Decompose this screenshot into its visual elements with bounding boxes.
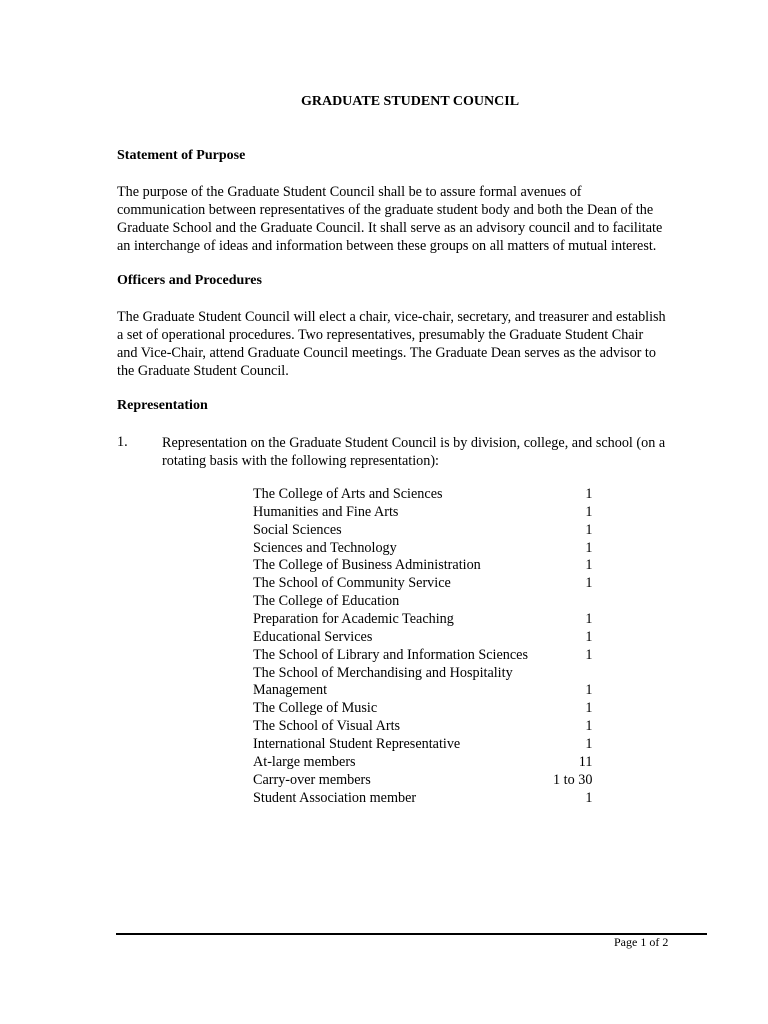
- table-row: [253, 700, 592, 718]
- row-name: Social Sciences: [253, 521, 342, 538]
- table-row: [253, 557, 592, 575]
- purpose-heading: Statement of Purpose: [117, 148, 246, 163]
- row-name: Management: [253, 682, 328, 699]
- purpose-line: communication between representatives of the graduate student body and both the Dean of the: [117, 202, 654, 218]
- representation-table: [253, 486, 592, 807]
- list-item-line: rotating basis with the following representation):: [162, 453, 439, 469]
- table-row: [253, 736, 592, 754]
- officers-line: The Graduate Student Council will elect a chair, vice-chair, secretary, and treasurer and establish: [117, 309, 666, 325]
- table-row: [253, 790, 592, 808]
- row-count: 1: [585, 575, 593, 592]
- table-row: [253, 665, 592, 683]
- purpose-line: The purpose of the Graduate Student Council shall be to assure formal avenues of: [117, 184, 582, 200]
- page-number: Page 1 of 2: [614, 935, 669, 949]
- row-count: 1: [585, 628, 593, 645]
- row-name: Sciences and Technology: [253, 539, 397, 556]
- row-count: 1: [585, 700, 593, 717]
- table-row: [253, 575, 592, 593]
- row-count: 1: [585, 611, 593, 628]
- table-row: [253, 754, 592, 772]
- row-count: 1: [585, 718, 593, 735]
- row-count: 1: [585, 557, 593, 574]
- representation-heading: Representation: [117, 398, 208, 413]
- row-name: The College of Arts and Sciences: [253, 486, 443, 502]
- list-item-line: Representation on the Graduate Student Council is by division, college, and school (on a: [162, 435, 666, 451]
- list-item-number: 1.: [117, 434, 128, 450]
- table-row: [253, 647, 592, 665]
- row-name: The College of Education: [253, 593, 400, 610]
- officers-paragraph: [117, 308, 707, 380]
- purpose-line: Graduate School and the Graduate Council. It shall serve as an advisory council and to facilitate: [117, 220, 663, 236]
- purpose-line: an interchange of ideas and information between these groups on all matters of mutual interest.: [117, 238, 657, 254]
- row-name: Preparation for Academic Teaching: [253, 611, 454, 628]
- table-row: [253, 540, 592, 558]
- row-name: Humanities and Fine Arts: [253, 503, 399, 520]
- table-row: [253, 772, 592, 790]
- row-count: 1: [585, 521, 593, 538]
- officers-line: and Vice-Chair, attend Graduate Council meetings. The Graduate Dean serves as the advisor to: [117, 345, 656, 361]
- row-name: Student Association member: [253, 789, 417, 806]
- table-row: [253, 504, 592, 522]
- row-name: At-large members: [253, 753, 356, 770]
- row-name: The College of Business Administration: [253, 557, 481, 574]
- row-name: Educational Services: [253, 628, 373, 645]
- row-count: 11: [578, 753, 593, 770]
- row-count: [553, 593, 592, 611]
- officers-line: the Graduate Student Council.: [117, 363, 289, 379]
- row-name: The School of Community Service: [253, 575, 451, 592]
- table-row: [253, 611, 592, 629]
- row-count: 1: [585, 539, 593, 556]
- list-item-text: [162, 434, 708, 470]
- row-count: 1: [585, 503, 593, 520]
- row-count: 1 to 30: [553, 771, 593, 788]
- document-title: GRADUATE STUDENT COUNCIL: [300, 94, 520, 109]
- table-row: [253, 682, 592, 700]
- row-name: The School of Library and Information Sciences: [253, 646, 528, 663]
- row-count: 1: [585, 736, 593, 753]
- table-row: [253, 629, 592, 647]
- table-row: [253, 522, 592, 540]
- row-name: Carry-over members: [253, 771, 371, 788]
- row-count: 1: [585, 646, 593, 663]
- table-row: [253, 593, 592, 611]
- row-count: [553, 665, 592, 683]
- row-name: The School of Merchandising and Hospitality: [253, 664, 513, 681]
- row-count: 1: [585, 789, 593, 806]
- officers-heading: Officers and Procedures: [117, 273, 262, 288]
- row-count: 1: [585, 682, 593, 699]
- row-name: The College of Music: [253, 700, 378, 717]
- officers-line: a set of operational procedures. Two representatives, presumably the Graduate Student Chair: [117, 327, 644, 343]
- table-row: [253, 718, 592, 736]
- table-row: [253, 486, 592, 504]
- row-count: 1: [585, 486, 593, 502]
- row-name: The School of Visual Arts: [253, 718, 401, 735]
- row-name: International Student Representative: [253, 736, 461, 753]
- purpose-paragraph: [117, 183, 707, 255]
